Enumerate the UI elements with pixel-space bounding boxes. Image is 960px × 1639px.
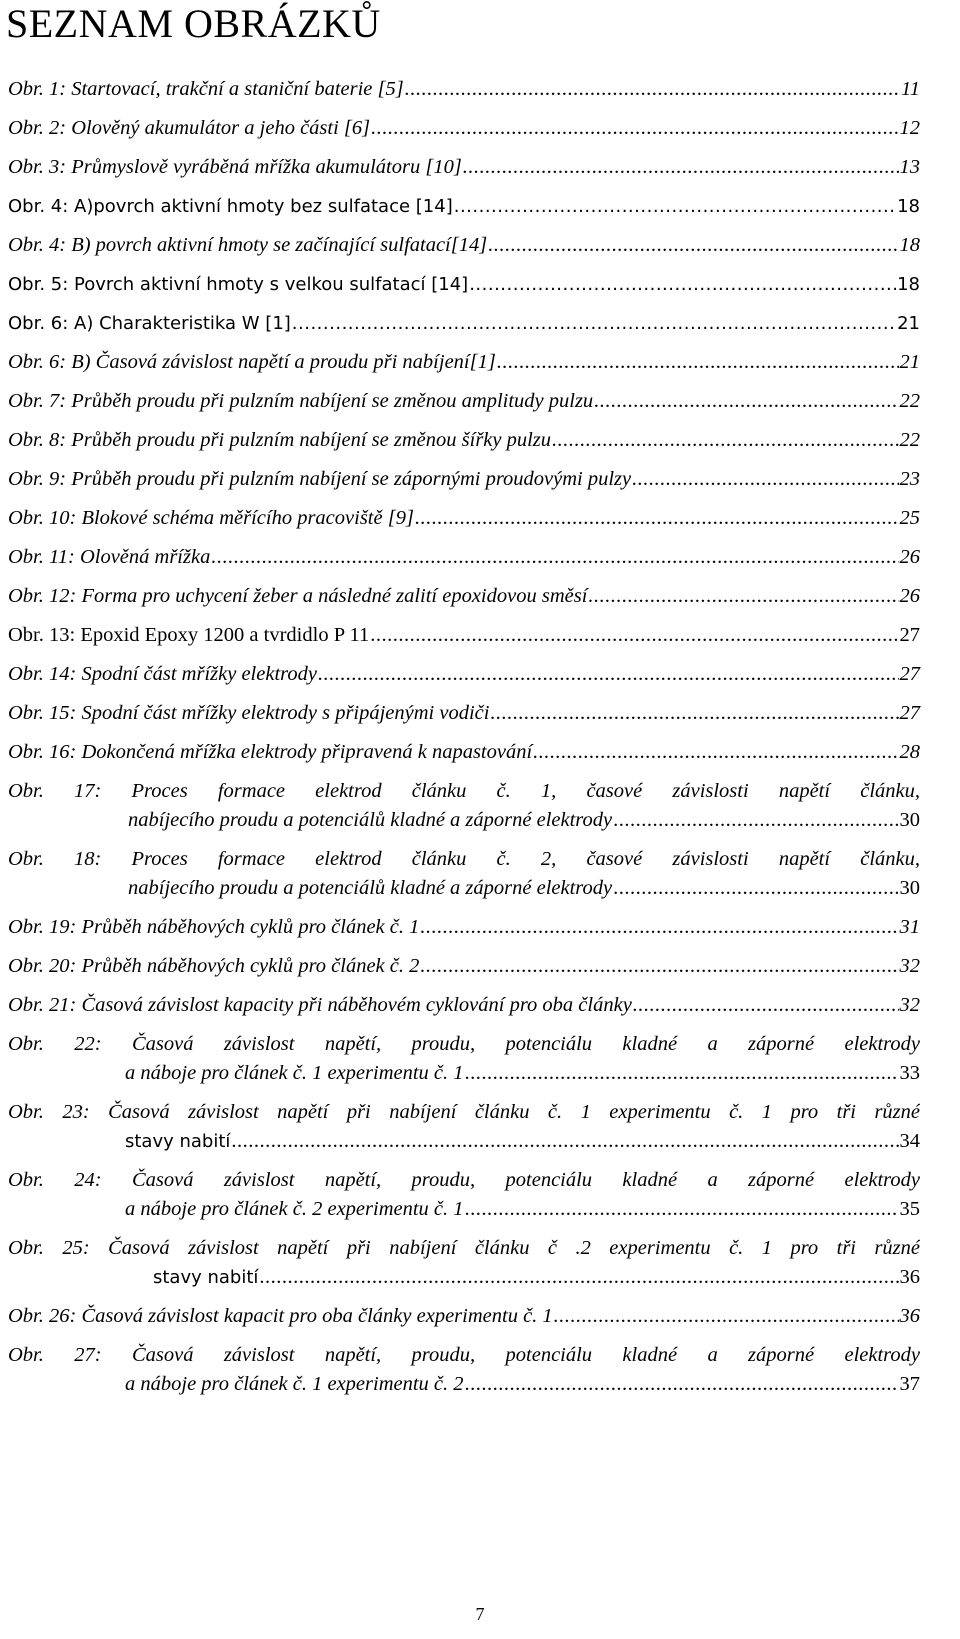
entry-page-number: 37: [899, 1373, 920, 1395]
dot-leader: [594, 387, 898, 416]
entry-label-line2: nabíjecího proudu a potenciálů kladné a záporné elektrody: [128, 809, 613, 831]
page-number: 7: [475, 1604, 485, 1624]
entry-label: Obr. 6: B) Časová závislost napětí a proudu při nabíjení[1]: [8, 351, 496, 373]
entry-label-line2: a náboje pro článek č. 1 experimentu č. 1: [125, 1062, 464, 1084]
entry-label: Obr. 15: Spodní část mřížky elektrody s připájenými vodiči: [8, 702, 490, 724]
dot-leader: [613, 806, 898, 835]
toc-entry[interactable]: [8, 231, 920, 260]
entry-page-number: 28: [899, 741, 920, 763]
toc-entry[interactable]: [8, 543, 920, 572]
entry-label: Obr. 9: Průběh proudu při pulzním nabíjení se zápornými proudovými pulzy: [8, 468, 632, 490]
entry-page-number: 18: [899, 234, 920, 256]
dot-leader: [533, 738, 898, 767]
entry-page-number: 27: [899, 702, 920, 724]
dot-leader: [497, 348, 899, 377]
dot-leader: [488, 231, 898, 260]
entry-page-number: 35: [899, 1198, 920, 1220]
entry-label-line1: Obr. 23: Časová závislost napětí při nabíjení článku č. 1 experimentu č. 1 pro tři různé: [8, 1101, 920, 1123]
entry-label: Obr. 12: Forma pro uchycení žeber a následné zalití epoxidovou směsí: [8, 585, 588, 607]
toc-entry[interactable]: [8, 1030, 920, 1088]
dot-leader: [211, 543, 898, 572]
entry-label: Obr. 5: Povrch aktivní hmoty s velkou sulfatací [14]: [8, 274, 469, 295]
toc-entry[interactable]: [8, 777, 920, 835]
toc-entry[interactable]: [8, 309, 920, 338]
entry-page-number: 32: [899, 994, 920, 1016]
entry-label: Obr. 4: A)povrch aktivní hmoty bez sulfatace [14]: [8, 196, 453, 217]
entry-label: Obr. 1: Startovací, trakční a staniční baterie [5]: [8, 78, 404, 100]
dot-leader: [259, 1263, 898, 1292]
entry-label: Obr. 21: Časová závislost kapacity při náběhovém cyklování pro oba články: [8, 994, 632, 1016]
dot-leader: [405, 75, 900, 104]
toc-entry[interactable]: [8, 582, 920, 611]
toc-entry[interactable]: [8, 845, 920, 903]
entry-label: Obr. 11: Olověná mřížka: [8, 546, 211, 568]
toc-entry[interactable]: [8, 75, 920, 104]
entry-label: Obr. 20: Průběh náběhových cyklů pro článek č. 2: [8, 955, 420, 977]
entry-label: Obr. 16: Dokončená mřížka elektrody připravená k napastování: [8, 741, 533, 763]
dot-leader: [588, 582, 898, 611]
entry-page-number: 32: [899, 955, 920, 977]
entry-label: Obr. 7: Průběh proudu při pulzním nabíjení se změnou amplitudy pulzu: [8, 390, 594, 412]
dot-leader: [465, 1059, 899, 1088]
dot-leader: [420, 952, 898, 981]
entry-label: Obr. 13: Epoxid Epoxy 1200 a tvrdidlo P 11: [8, 624, 370, 646]
entry-label-line2: stavy nabití: [125, 1131, 231, 1152]
entry-page-number: 25: [899, 507, 920, 529]
dot-leader: [370, 621, 898, 650]
entry-page-number: 21: [897, 313, 920, 334]
dot-leader: [465, 1195, 899, 1224]
entry-page-number: 13: [899, 156, 920, 178]
toc-entry[interactable]: [8, 426, 920, 455]
toc-entry[interactable]: [8, 699, 920, 728]
entry-label: Obr. 14: Spodní část mřížky elektrody: [8, 663, 317, 685]
entry-label: Obr. 3: Průmyslově vyráběná mřížka akumulátoru [10]: [8, 156, 462, 178]
dot-leader: [371, 114, 898, 143]
entry-label: Obr. 10: Blokové schéma měřícího pracoviště [9]: [8, 507, 414, 529]
entry-page-number: 36: [899, 1305, 920, 1327]
entry-page-number: 27: [899, 663, 920, 685]
entry-page-number: 33: [899, 1062, 920, 1084]
entry-label: Obr. 6: A) Charakteristika W [1]: [8, 313, 291, 334]
entry-label-line1: Obr. 17: Proces formace elektrod článku č. 1, časové závislosti napětí článku,: [8, 780, 920, 802]
entry-label-line1: Obr. 24: Časová závislost napětí, proudu, potenciálu kladné a záporné elektrody: [8, 1169, 920, 1191]
toc-entry[interactable]: [8, 952, 920, 981]
toc-entry[interactable]: [8, 1234, 920, 1292]
page-title: SEZNAM OBRÁZKŮ: [6, 1, 381, 46]
entry-label: Obr. 8: Průběh proudu při pulzním nabíjení se změnou šířky pulzu: [8, 429, 552, 451]
dot-leader: [231, 1127, 898, 1156]
toc-entry[interactable]: [8, 738, 920, 767]
dot-leader: [552, 426, 898, 455]
toc-entry[interactable]: [8, 270, 920, 299]
dot-leader: [490, 699, 898, 728]
entry-label-line2: a náboje pro článek č. 2 experimentu č. 1: [125, 1198, 464, 1220]
dot-leader: [469, 270, 896, 299]
toc-entry[interactable]: [8, 1341, 920, 1399]
dot-leader: [463, 153, 899, 182]
entry-label-line2: a náboje pro článek č. 1 experimentu č. 2: [125, 1373, 464, 1395]
toc-entry[interactable]: [8, 913, 920, 942]
entry-label: Obr. 19: Průběh náběhových cyklů pro článek č. 1: [8, 916, 420, 938]
toc-entry[interactable]: [8, 114, 920, 143]
toc-entry[interactable]: [8, 153, 920, 182]
entry-page-number: 22: [899, 429, 920, 451]
entry-label: Obr. 2: Olověný akumulátor a jeho části [6]: [8, 117, 371, 139]
entry-page-number: 21: [899, 351, 920, 373]
entry-page-number: 27: [899, 624, 920, 646]
entry-label-line1: Obr. 22: Časová závislost napětí, proudu, potenciálu kladné a záporné elektrody: [8, 1033, 920, 1055]
entry-page-number: 18: [897, 196, 920, 217]
entry-label-line1: Obr. 27: Časová závislost napětí, proudu, potenciálu kladné a záporné elektrody: [8, 1344, 920, 1366]
dot-leader: [554, 1302, 899, 1331]
entry-page-number: 11: [901, 78, 920, 100]
entry-label: Obr. 26: Časová závislost kapacit pro oba články experimentu č. 1: [8, 1305, 553, 1327]
toc-entry[interactable]: [8, 465, 920, 494]
dot-leader: [318, 660, 899, 689]
entry-page-number: 31: [899, 916, 920, 938]
entry-label-line1: Obr. 25: Časová závislost napětí při nabíjení článku č .2 experimentu č. 1 pro tři různé: [8, 1237, 920, 1259]
toc-entry[interactable]: [8, 1098, 920, 1156]
entry-label-line1: Obr. 18: Proces formace elektrod článku č. 2, časové závislosti napětí článku,: [8, 848, 920, 870]
entry-page-number: 26: [899, 546, 920, 568]
entry-page-number: 30: [899, 809, 920, 831]
dot-leader: [454, 192, 896, 221]
entry-label: Obr. 4: B) povrch aktivní hmoty se začínající sulfatací[14]: [8, 234, 488, 256]
dot-leader: [465, 1370, 899, 1399]
toc-entry[interactable]: [8, 1166, 920, 1224]
dot-leader: [292, 309, 896, 338]
dot-leader: [632, 465, 898, 494]
entry-label-line2: nabíjecího proudu a potenciálů kladné a záporné elektrody: [128, 877, 613, 899]
entry-page-number: 34: [899, 1130, 920, 1152]
toc-entry[interactable]: [8, 1302, 920, 1331]
toc-entry[interactable]: [8, 621, 920, 650]
dot-leader: [613, 874, 898, 903]
figure-list: [8, 75, 920, 1409]
entry-page-number: 18: [897, 274, 920, 295]
dot-leader: [633, 991, 899, 1020]
entry-label-line2: stavy nabití: [153, 1267, 259, 1288]
toc-entry[interactable]: [8, 348, 920, 377]
toc-entry[interactable]: [8, 991, 920, 1020]
toc-entry[interactable]: [8, 192, 920, 221]
entry-page-number: 22: [899, 390, 920, 412]
dot-leader: [415, 504, 899, 533]
dot-leader: [420, 913, 898, 942]
toc-entry[interactable]: [8, 660, 920, 689]
toc-entry[interactable]: [8, 387, 920, 416]
entry-page-number: 30: [899, 877, 920, 899]
toc-entry[interactable]: [8, 504, 920, 533]
entry-page-number: 26: [899, 585, 920, 607]
entry-page-number: 36: [899, 1266, 920, 1288]
entry-page-number: 12: [899, 117, 920, 139]
entry-page-number: 23: [899, 468, 920, 490]
